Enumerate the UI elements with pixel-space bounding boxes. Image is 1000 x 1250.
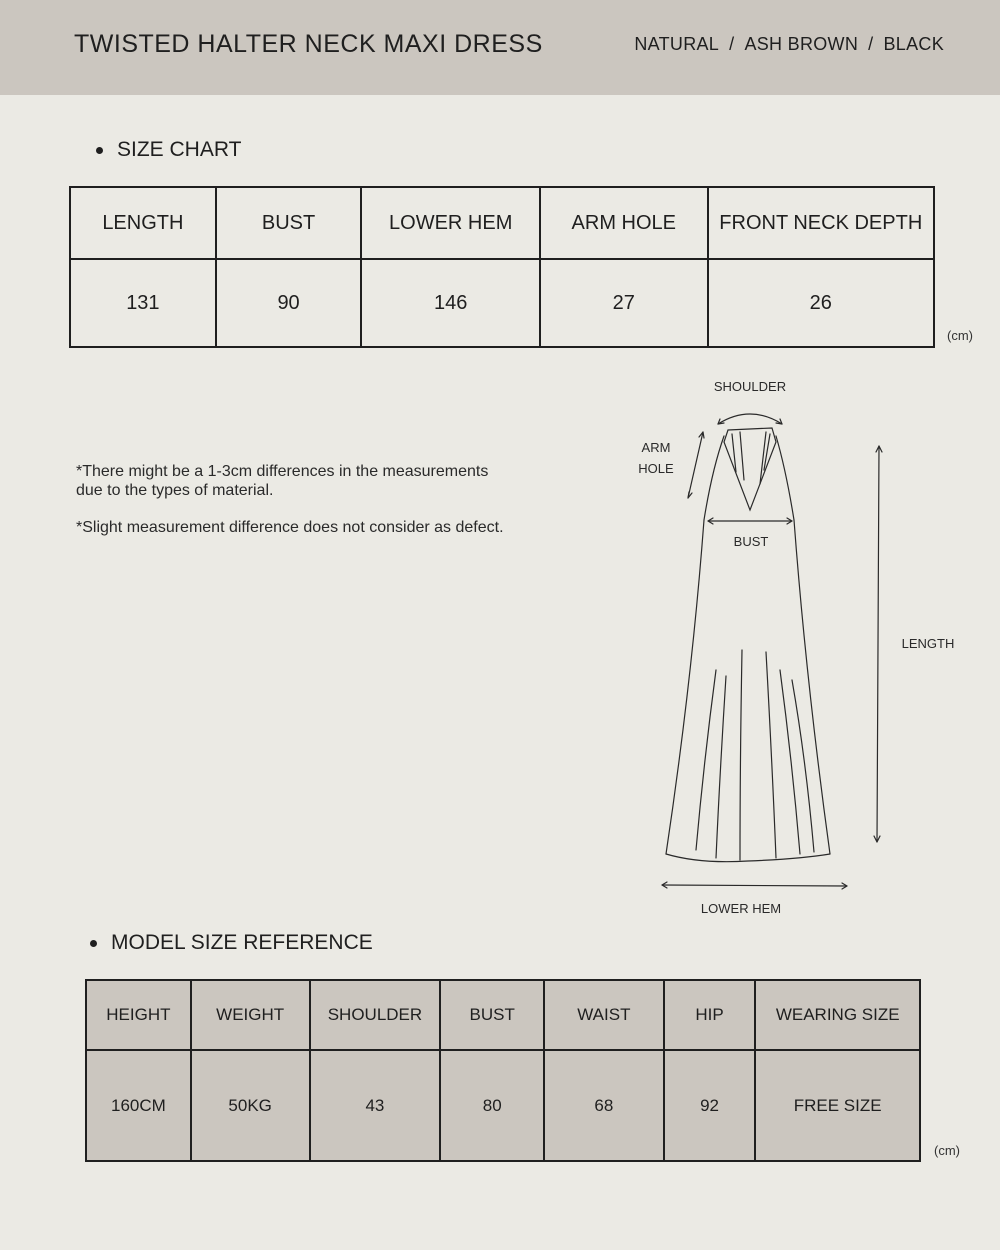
product-title: TWISTED HALTER NECK MAXI DRESS	[74, 30, 543, 58]
label-arm: ARM	[641, 440, 671, 455]
col-hip: HIP	[664, 980, 756, 1050]
col-length: LENGTH	[70, 187, 216, 259]
halter-neck	[724, 428, 776, 510]
lower-hem-arrow	[662, 885, 847, 886]
color-options	[634, 34, 944, 55]
color-natural: NATURAL	[634, 34, 720, 54]
model-unit: (cm)	[934, 1143, 960, 1158]
size-chart-heading-text: SIZE CHART	[117, 138, 242, 161]
col-bust: BUST	[440, 980, 544, 1050]
model-size-table	[85, 979, 921, 1162]
value-wearing-size: FREE SIZE	[755, 1050, 920, 1161]
col-weight: WEIGHT	[191, 980, 310, 1050]
label-length: LENGTH	[901, 636, 955, 651]
note-material-difference: *There might be a 1-3cm differences in the measurements due to the types of material.	[76, 463, 489, 499]
color-ash-brown: ASH BROWN	[744, 34, 859, 54]
size-chart-heading	[96, 138, 241, 162]
color-separator: /	[729, 34, 735, 54]
label-shoulder: SHOULDER	[713, 379, 787, 394]
value-length: 131	[70, 259, 216, 347]
model-value-row	[86, 1050, 920, 1161]
model-header-row	[86, 980, 920, 1050]
value-shoulder: 43	[310, 1050, 441, 1161]
note-no-defect: *Slight measurement difference does not consider as defect.	[76, 519, 504, 536]
model-size-heading	[90, 931, 373, 955]
color-black: BLACK	[883, 34, 944, 54]
bullet-icon	[90, 940, 97, 947]
value-height: 160CM	[86, 1050, 191, 1161]
col-arm-hole: ARM HOLE	[540, 187, 708, 259]
label-hole: HOLE	[638, 461, 674, 476]
bullet-icon	[96, 147, 103, 154]
size-chart-value-row	[70, 259, 934, 347]
label-lower-hem: LOWER HEM	[700, 901, 782, 916]
col-lower-hem: LOWER HEM	[361, 187, 540, 259]
value-bust: 90	[216, 259, 362, 347]
model-size-heading-text: MODEL SIZE REFERENCE	[111, 931, 373, 954]
size-chart-unit: (cm)	[947, 328, 973, 343]
value-lower-hem: 146	[361, 259, 540, 347]
value-weight: 50KG	[191, 1050, 310, 1161]
arm-hole-arrow	[688, 432, 703, 498]
value-hip: 92	[664, 1050, 756, 1161]
col-shoulder: SHOULDER	[310, 980, 441, 1050]
value-front-neck-depth: 26	[708, 259, 934, 347]
col-front-neck-depth: FRONT NECK DEPTH	[708, 187, 934, 259]
shoulder-arrow	[718, 414, 782, 424]
value-arm-hole: 27	[540, 259, 708, 347]
col-waist: WAIST	[544, 980, 664, 1050]
size-chart-header-row	[70, 187, 934, 259]
value-waist: 68	[544, 1050, 664, 1161]
label-bust: BUST	[733, 534, 769, 549]
size-chart-table	[69, 186, 935, 348]
length-arrow	[877, 446, 879, 842]
col-bust: BUST	[216, 187, 362, 259]
col-height: HEIGHT	[86, 980, 191, 1050]
header-bar	[0, 0, 1000, 95]
color-separator: /	[868, 34, 874, 54]
measurement-notes	[76, 462, 506, 555]
col-wearing-size: WEARING SIZE	[755, 980, 920, 1050]
value-bust: 80	[440, 1050, 544, 1161]
